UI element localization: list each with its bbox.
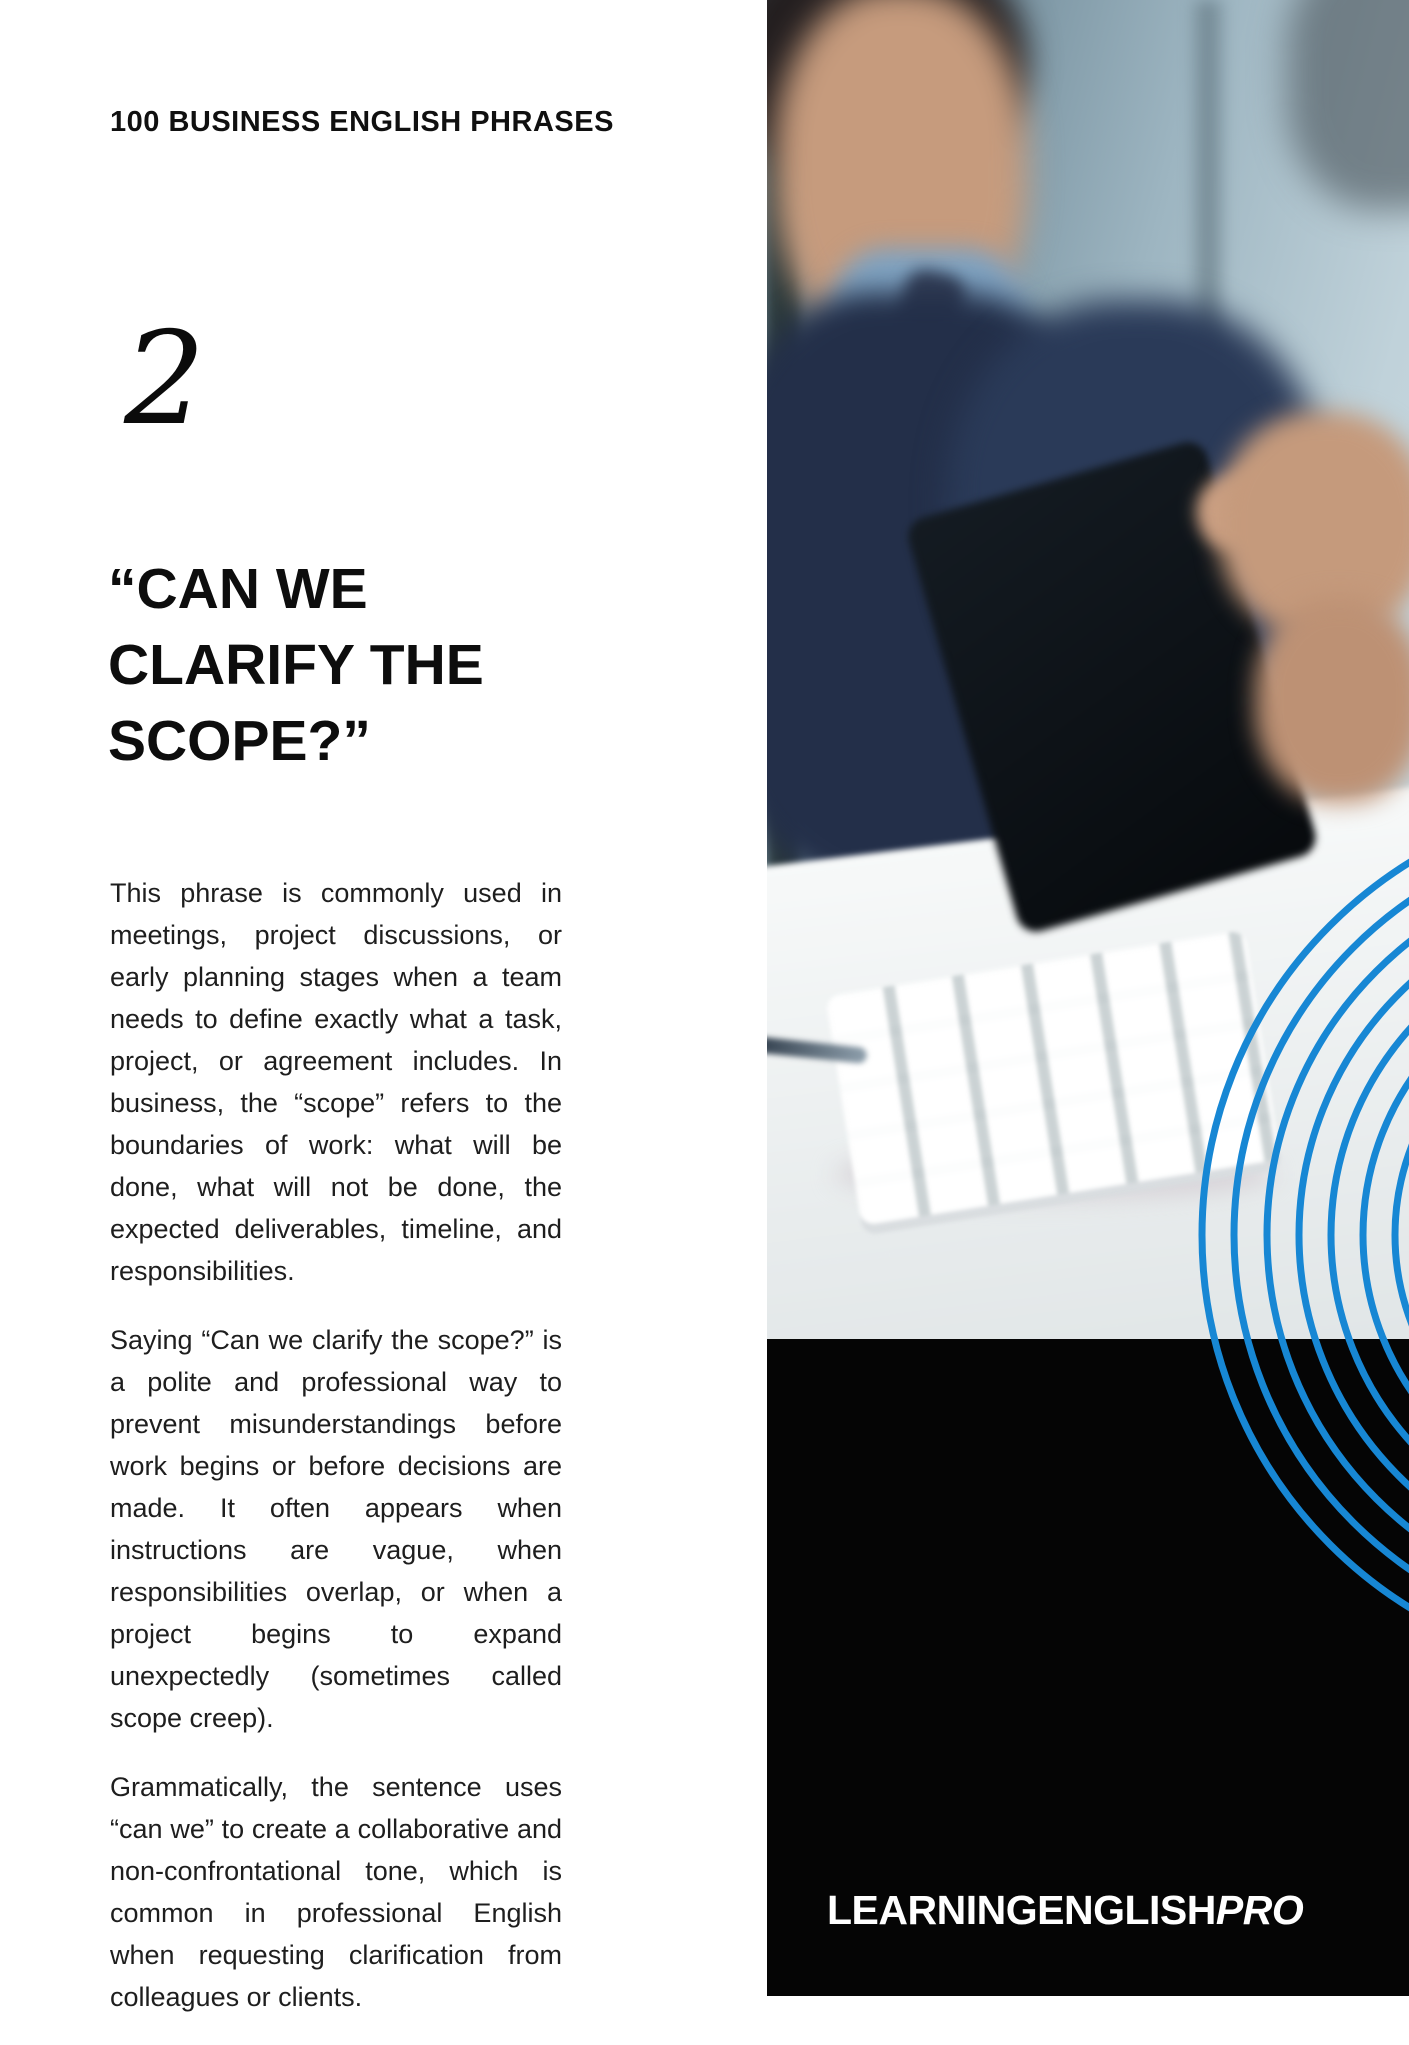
phrase-description (110, 872, 562, 2045)
brand-wordmark-pro: PRO (1215, 1887, 1304, 1933)
footer-panel (767, 1339, 1409, 1996)
paragraph-grammar: Grammatically, the sentence uses “can we” to create a collaborative and non-confrontational tone, which is common in professional English when requesting clarification from colleagues or clients. (110, 1772, 562, 2012)
series-title: 100 BUSINESS ENGLISH PHRASES (110, 106, 614, 138)
hand-bottom-shape (1255, 598, 1409, 803)
businessman-photo (767, 0, 1409, 1339)
window-shadow-shape (1287, 0, 1409, 210)
phrase-title: “CAN WE CLARIFY THE SCOPE?” (108, 557, 484, 773)
brand-wordmark-regular: LEARNINGENGLISH (827, 1887, 1216, 1933)
brand-wordmark (827, 1887, 1303, 1934)
paragraph-usage: This phrase is commonly used in meetings, project discussions, or early planning stages when a team needs to define exactly what a task, project, or agreement includes. In business, the “scope” refers to the boundaries of work: what will be done, what will not be done, the expected deliverables, timeline, and responsibilities. (110, 878, 562, 1286)
paragraph-purpose: Saying “Can we clarify the scope?” is a polite and professional way to prevent misunderstandings before work begins or before decisions are made. It often appears when instructions are vague, when responsibilities overlap, or when a project begins to expand unexpectedly (sometimes called scope creep). (110, 1325, 562, 1733)
phrase-number: 2 (124, 305, 206, 454)
